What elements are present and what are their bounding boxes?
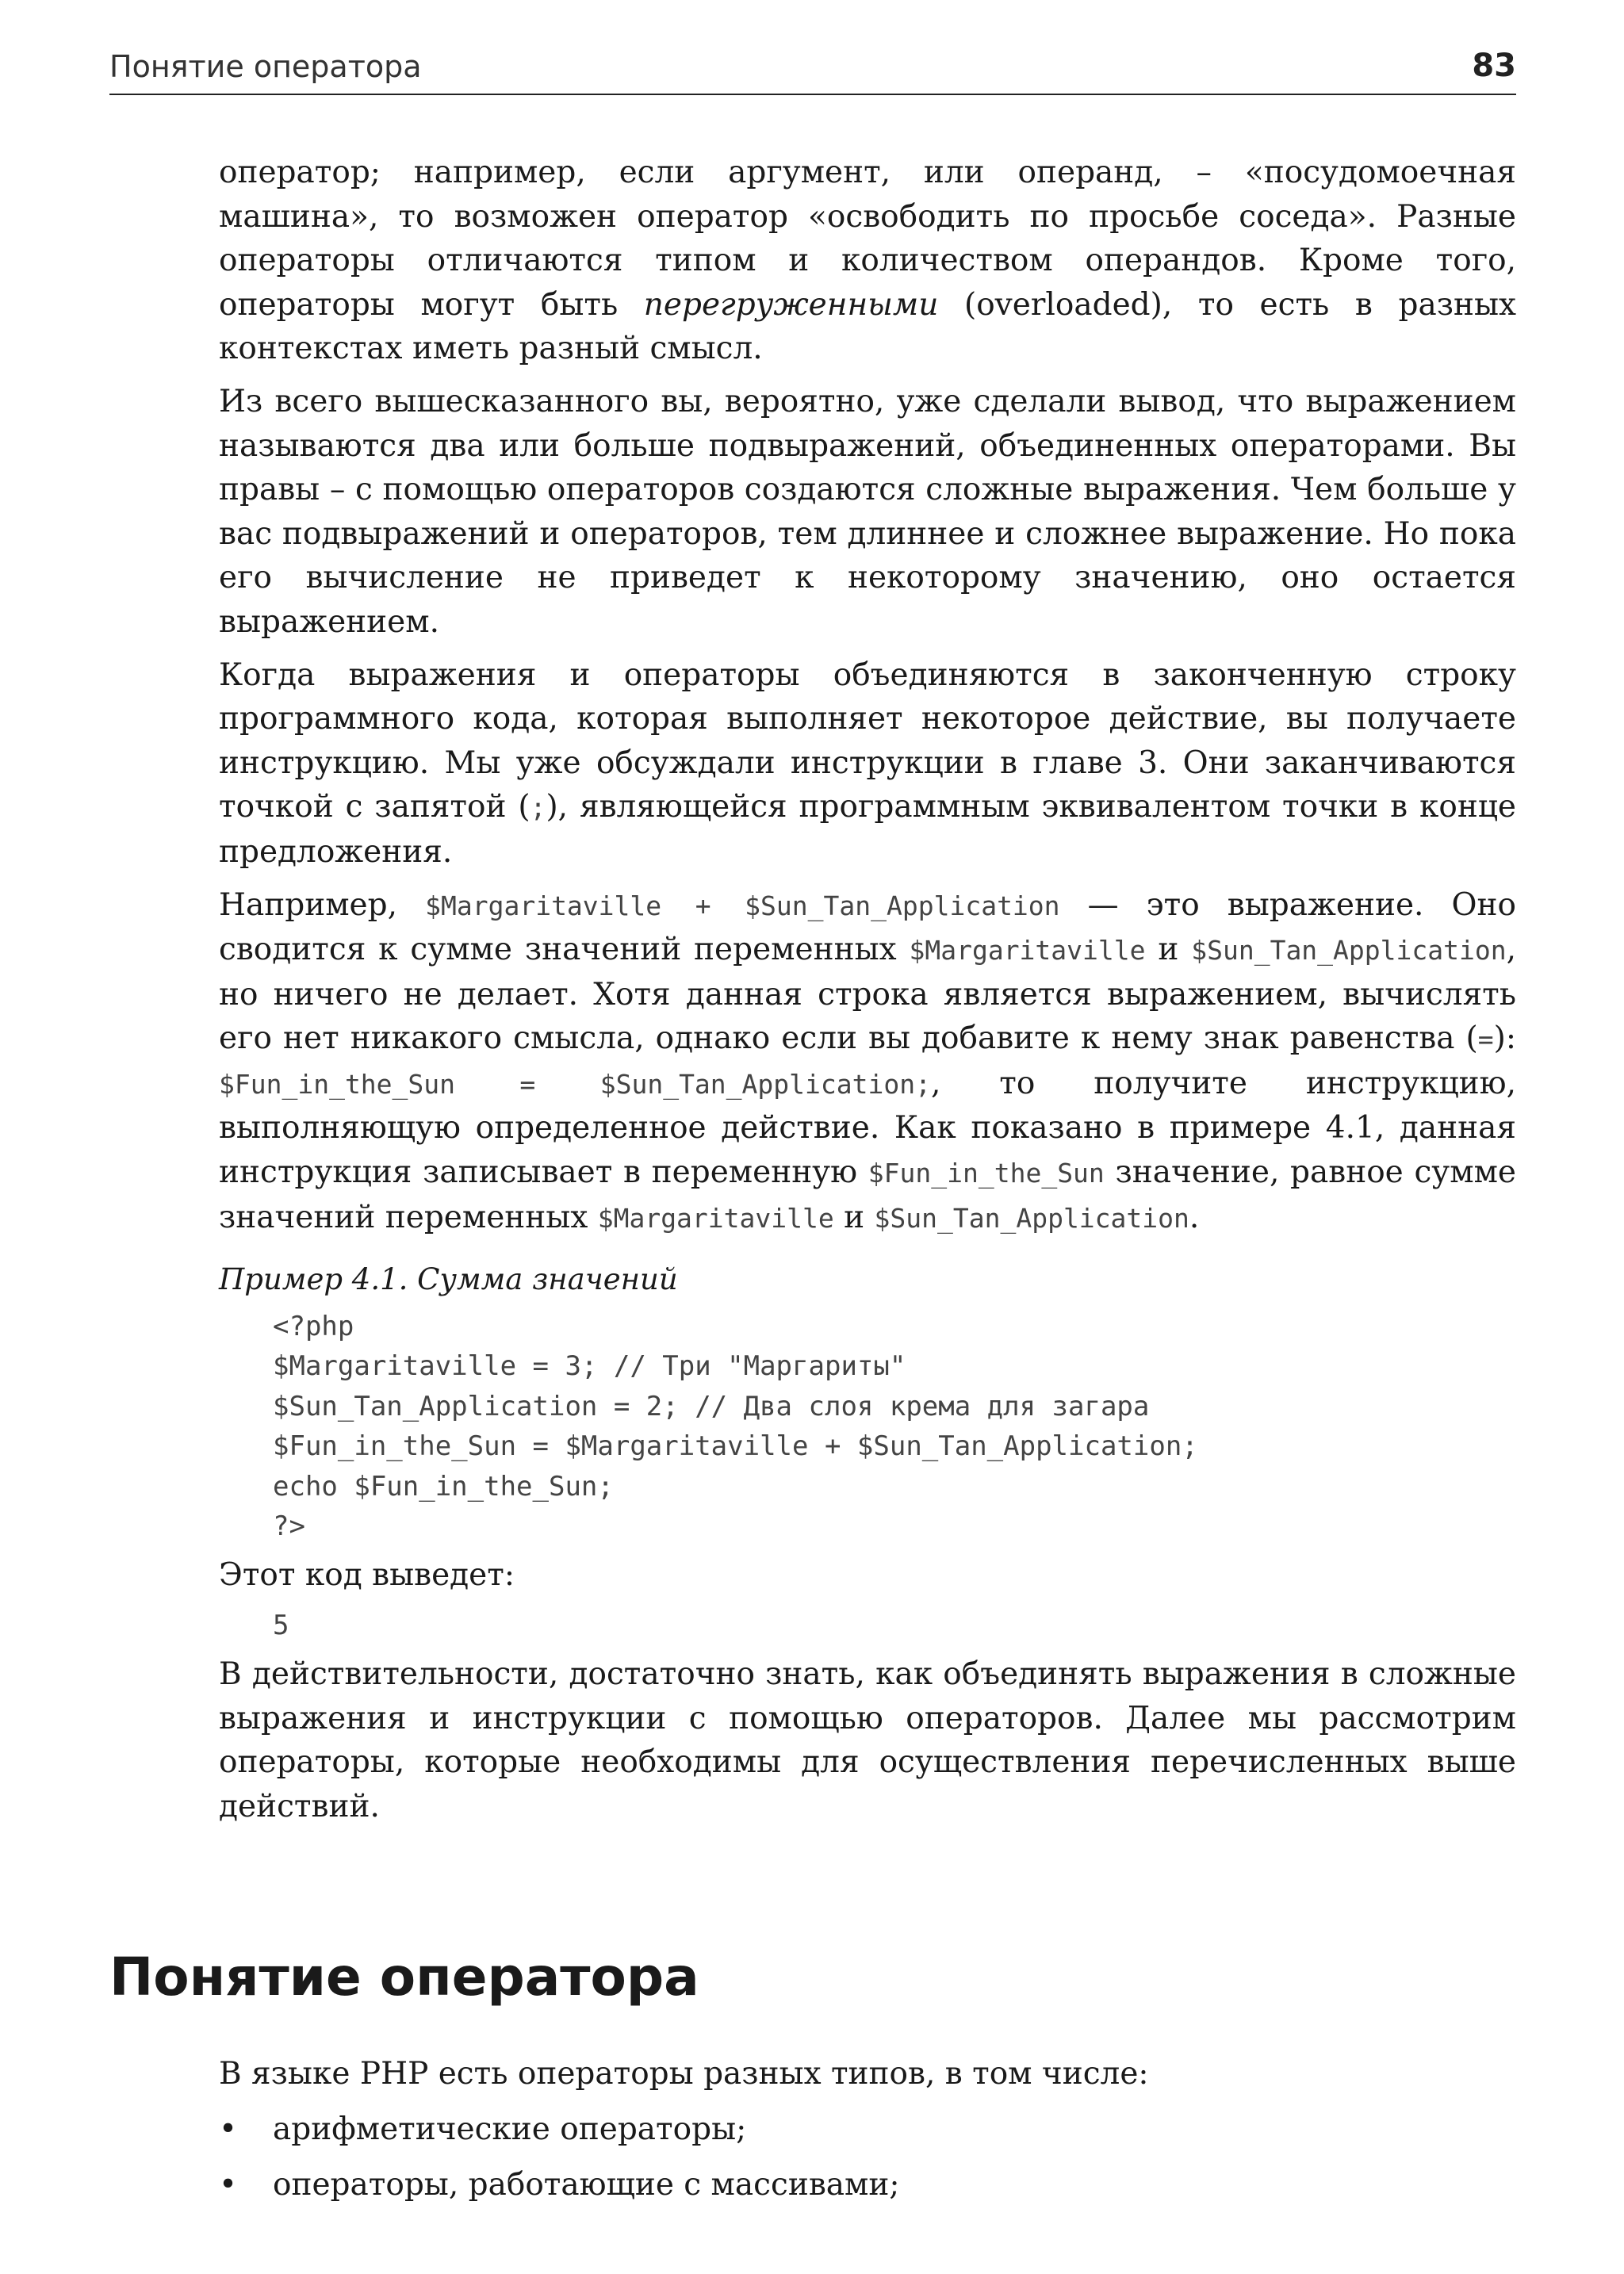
running-header	[109, 46, 1516, 95]
operator-list	[219, 2107, 1516, 2207]
inline-code: $Margaritaville	[597, 1202, 834, 1234]
inline-code: =	[1477, 1024, 1494, 1055]
inline-code: $Fun_in_the_Sun = $Sun_Tan_Application;	[219, 1068, 931, 1100]
paragraph-3: Когда выражения и операторы объединяются в законченную строку программного кода, которая выполняет некоторое действие, вы получаете инструкцию. Мы уже обсуждали инструкции в главе 3. Они заканчиваются точкой с запятой (;), являющейся программным эквивалентом точки в конце предложения.	[219, 657, 1516, 870]
code-output: 5	[273, 1610, 289, 1642]
inline-code: $Sun_Tan_Application	[1191, 935, 1507, 967]
bullet-icon: •	[219, 2111, 238, 2147]
inline-code: $Sun_Tan_Application	[874, 1202, 1189, 1234]
paragraph-4: Например, $Margaritaville + $Sun_Tan_Application — это выражение. Оно сводится к сумме значений переменных $Margaritaville и $Sun_Tan_Application, но ничего не делает. Хотя данная строка является выражением, вычислять его нет никакого смысла, однако если вы добавите к нему знак равенства (=): $Fun_in_the_Sun = $Sun_Tan_Application;, то получите инструкцию, выполняющую определенное действие. Как показано в примере 4.1, данная инструкция записывает в переменную $Fun_in_the_Sun значение, равное сумме значений переменных $Margaritaville и $Sun_Tan_Application.	[219, 886, 1517, 1235]
bullet-icon: •	[219, 2167, 238, 2203]
paragraph-1: оператор; например, если аргумент, или операнд, – «посудомоечная машина», то возможен оператор «освободить по просьбе соседа». Разные операторы отличаются типом и количеством операндов. Кроме того, операторы могут быть перегруженными (overloaded), то есть в разных контекстах иметь разный смысл.	[219, 155, 1516, 367]
italic-term: перегруженными	[643, 286, 939, 323]
inline-code: $Margaritaville	[909, 935, 1146, 967]
list-item: • арифметические операторы;	[219, 2107, 1516, 2152]
paragraph-2: Из всего вышесказанного вы, вероятно, уже сделали вывод, что выражением называются два или больше подвыражений, объединенных операторами. Вы правы – с помощью операторов создаются сложные выражения. Чем больше у вас подвыражений и операторов, тем длиннее и сложнее выражение. Но пока его вычисление не приведет к некоторому значению, оно остается выражением.	[219, 383, 1516, 640]
inline-code: ;	[530, 792, 546, 824]
page-number: 83	[1472, 48, 1516, 84]
example-caption: Пример 4.1. Сумма значений	[219, 1262, 678, 1297]
code-listing: <?php $Margaritaville = 3; // Три "Маргариты" $Sun_Tan_Application = 2; // Два слоя крема для загара $Fun_in_the_Sun = $Margaritaville + $Sun_Tan_Application; echo $Fun_in_the_Sun; ?>	[273, 1310, 1198, 1543]
output-intro: Этот код выведет:	[219, 1556, 515, 1593]
running-title: Понятие оператора	[109, 49, 422, 84]
section-body	[219, 2052, 1516, 2218]
list-item: • операторы, работающие с массивами;	[219, 2163, 1516, 2207]
inline-code: $Margaritaville + $Sun_Tan_Application	[425, 890, 1060, 921]
body-text	[219, 151, 1516, 1837]
paragraph-5: В действительности, достаточно знать, как объединять выражения в сложные выражения и инструкции с помощью операторов. Далее мы рассмотрим операторы, которые необходимы для осуществления перечисленных выше действий.	[219, 1656, 1516, 1824]
section-intro: В языке PHP есть операторы разных типов, в том числе:	[219, 2056, 1149, 2092]
inline-code: $Fun_in_the_Sun	[868, 1158, 1105, 1189]
section-heading: Понятие оператора	[109, 1947, 699, 2008]
